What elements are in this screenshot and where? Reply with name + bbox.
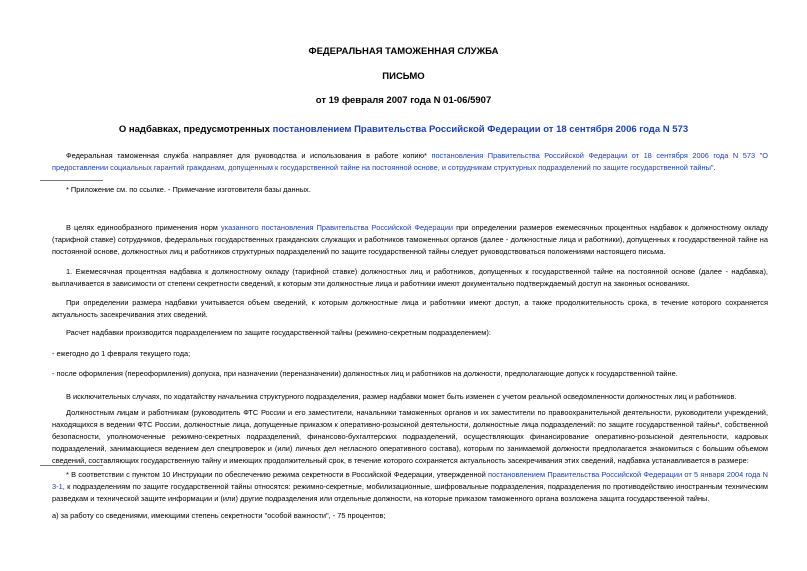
footnote-divider-2 [40, 465, 103, 466]
resolution-reference-link[interactable]: указанного постановления Правительства Российской Федерации [221, 223, 454, 232]
resolution-3-1-link[interactable]: постановлением Правительства Российской Федерации от 5 января 2004 года N 3-1 [52, 470, 768, 492]
paragraph-volume: При определении размера надбавки учитывается объем сведений, к которым должностные лица и работники имеют доступ, а также продолжительность срока, в течение которого сохраняется актуальность засекречивания этих сведений. [52, 298, 768, 320]
paragraph-exceptional: В исключительных случаях, по ходатайству начальника структурного подразделения, размер надбавки может быть изменен с учетом реальной осведомленности должностных лиц и работников. [66, 392, 737, 401]
para1-post: при определении размеров ежемесячных процентных надбавок к должностному окладу (тарифной ставке) сотрудников, федеральных государственных гражданских служащих и работников таможенных органов (далее - должностные лица и работники), допущенных к государственной тайне на постоянной основе, должностных лиц и работников структурных подразделений по защите государственной тайны следует руководствоваться положениями настоящего письма. [52, 223, 768, 257]
intro-paragraph [52, 150, 768, 174]
list-item-after-clearance: - после оформления (переоформления) допуска, при назначении (переназначении) должностных лиц и работников на должности, предполагающие допуск к государственной тайне. [52, 369, 678, 378]
document-title-link[interactable]: постановлением Правительства Российской Федерации от 18 сентября 2006 года N 573 [272, 124, 689, 135]
document-date-number: от 19 февраля 2007 года N 01-06/5907 [315, 95, 492, 106]
paragraph-intro-norms [52, 222, 768, 258]
document-type-heading: ПИСЬМО [382, 71, 425, 82]
document-title-text: О надбавках, предусмотренных [118, 124, 273, 135]
paragraph-officials: Должностным лицам и работникам (руководитель ФТС России и его заместители, начальники таможенных органов и их заместители по правоохранительной деятельности, руководители учреждений, находящихся в ведении ФТС России, должностные лица, допущенные приказом к оперативно-розыскной деятельности, должностные лица подразделений: по защите государственной тайны*, собственной безопасности, уполномоченные режимно-секретных подразделений, финансово-бухгалтерских подразделений, осуществляющих финансирование оперативно-розыскной деятельности, кадровых подразделений, занимающиеся ведением дел спецпроверок и (или) личных дел негласного оперативного состава), которым по занимаемой должности предполагается знакомиться с большим объемом сведений, составляющих государственную тайну и имеющих продолжительный срок, в течение которого сохраняется актуальность засекречивания этих сведений, надбавка устанавливается в размере: [52, 408, 768, 466]
footnote2-pre: * В соответствии с пунктом 10 Инструкции по обеспечению режима секретности в Российской Федерации, утвержденной [66, 470, 489, 479]
intro-end: . [713, 163, 716, 173]
paragraph-calculation: Расчет надбавки производится подразделением по защите государственной тайны (режимно-секретным подразделением): [66, 328, 491, 337]
list-item-special-importance: а) за работу со сведениями, имеющими степень секретности "особой важности", - 75 процентов; [52, 511, 386, 520]
footnote-1: * Приложение см. по ссылке. - Примечание изготовителя базы данных. [66, 185, 311, 194]
footnote-divider [40, 180, 103, 181]
resolution-573-link[interactable]: постановления Правительства Российской Федерации от 18 сентября 2006 года N 573 "О предоставлении социальных гарантий гражданам, допущенным к государственной тайне на постоянной основе, и сотрудникам структурных подразделений по защите государственной тайны" [52, 151, 768, 173]
intro-text: Федеральная таможенная служба направляет для руководства и использования в работе копию* [66, 151, 432, 160]
para1-pre: В целях единообразного применения норм [66, 223, 222, 232]
footnote2-post: , к подразделениям по защите государственной тайны относятся: режимно-секретные, мобилизационные, шифровальные подразделения, подразделения по противодействию иностранным техническим разведкам и технической защите информации и (или) другие подразделения или отдельные должности, на которые приказом таможенного органа возложена защита государственной тайны. [52, 482, 768, 504]
organization-heading: ФЕДЕРАЛЬНАЯ ТАМОЖЕННАЯ СЛУЖБА [308, 46, 499, 57]
footnote-2 [52, 469, 768, 505]
list-item-annual: - ежегодно до 1 февраля текущего года; [52, 349, 191, 358]
document-title [0, 124, 807, 135]
paragraph-1: 1. Ежемесячная процентная надбавка к должностному окладу (тарифной ставке) должностных лиц и работников, допущенных к государственной тайне на постоянной основе (далее - надбавка), выплачивается в зависимости от степени секретности сведений, к которым эти должностные лица и работники имеют документально подтверждаемый доступ на законных основаниях. [52, 267, 768, 289]
